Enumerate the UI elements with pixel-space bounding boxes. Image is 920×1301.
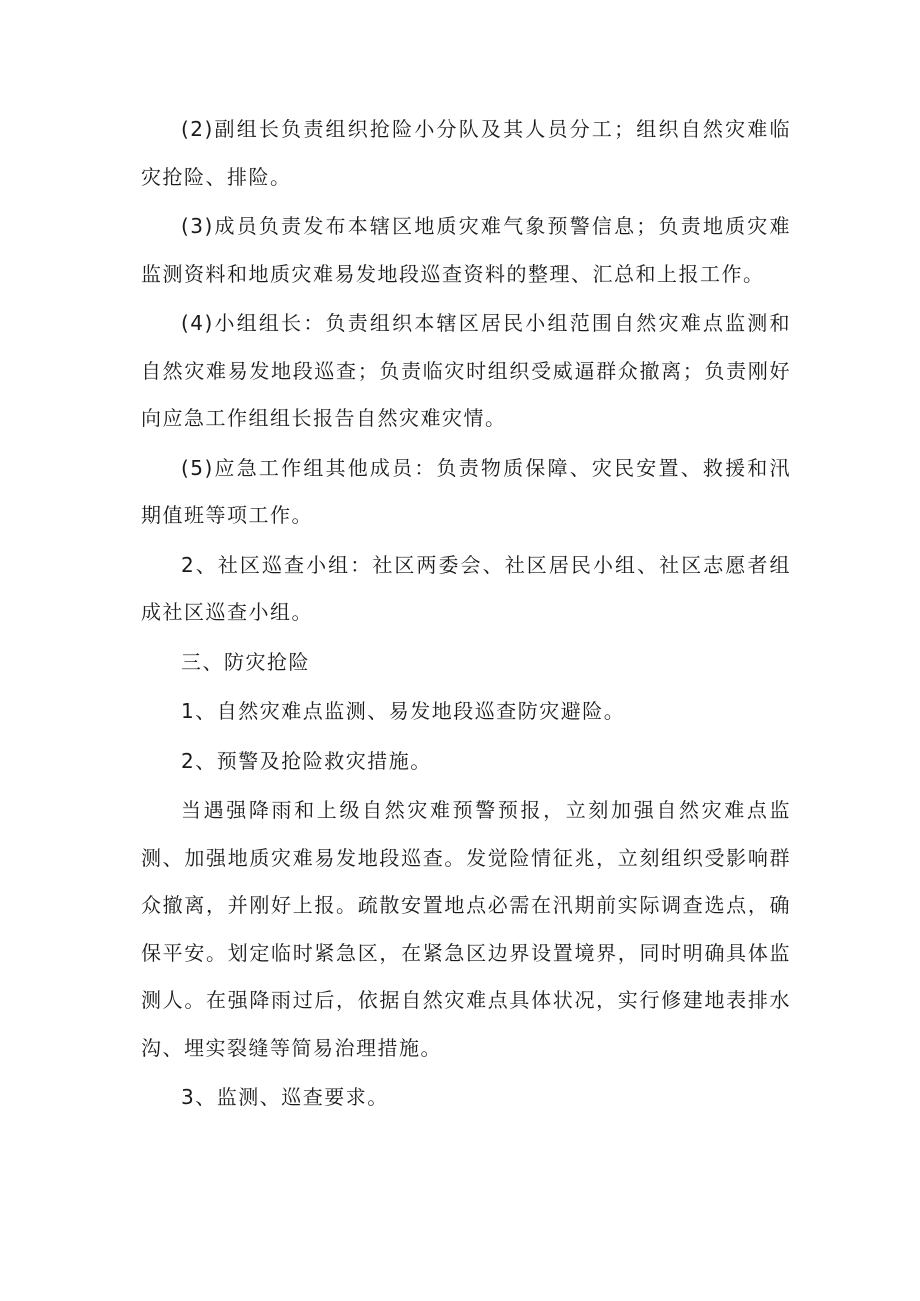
paragraph-group-leader-duties: (4)小组组长：负责组织本辖区居民小组范围自然灾难点监测和自然灾难易发地段巡查；负责临灾时组织受威逼群众撤离；负责刚好向应急工作组组长报告自然灾难灾情。 (141, 311, 791, 430)
item-warning-rescue-measures: 2、预警及抢险救灾措施。 (181, 748, 432, 773)
paragraph-other-members-duties: (5)应急工作组其他成员：负责物质保障、灾民安置、救援和汛期值班等项工作。 (141, 455, 791, 527)
document-body (141, 106, 791, 1124)
paragraph-heavy-rain-response: 当遇强降雨和上级自然灾难预警预报，立刻加强自然灾难点监测、加强地质灾难易发地段巡查。发觉险情征兆，立刻组织受影响群众撤离，并刚好上报。疏散安置地点必需在汛期前实际调查选点，确保平安。划定临时紧急区，在紧急区边界设置境界，同时明确具体监测人。在强降雨过后，依据自然灾难点具体状况，实行修建地表排水沟、埋实裂缝等简易治理措施。 (141, 798, 791, 1060)
paragraph-patrol-group: 2、社区巡查小组：社区两委会、社区居民小组、社区志愿者组成社区巡查小组。 (141, 552, 791, 624)
section-heading-disaster-prevention: 三、防灾抢险 (181, 649, 310, 674)
paragraph-deputy-leader-duties: (2)副组长负责组织抢险小分队及其人员分工；组织自然灾难临灾抢险、排险。 (141, 117, 791, 189)
item-monitoring-patrol: 1、自然灾难点监测、易发地段巡查防灾避险。 (181, 699, 626, 723)
item-monitoring-requirements: 3、监测、巡查要求。 (181, 1085, 389, 1109)
paragraph-member-duties: (3)成员负责发布本辖区地质灾难气象预警信息；负责地质灾难监测资料和地质灾难易发地段巡查资料的整理、汇总和上报工作。 (141, 214, 791, 286)
